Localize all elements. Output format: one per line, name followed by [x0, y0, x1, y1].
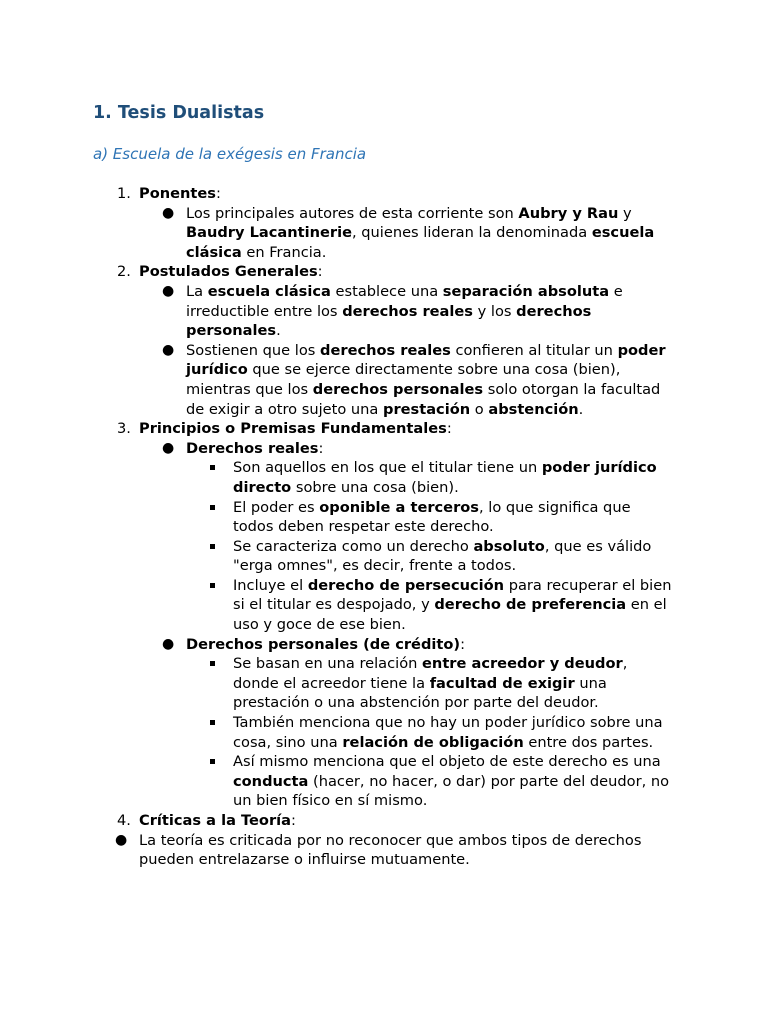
text-run: solo otorgan la facultad de exigir a otro sujeto una [186, 380, 661, 418]
bold-text: prestación [383, 400, 471, 418]
square-bullet-list [186, 458, 673, 634]
bold-text: Baudry Lacantinerie [186, 224, 352, 242]
bold-text: absoluto [473, 537, 545, 555]
square-bullet-item [186, 537, 673, 576]
square-bullet-item [186, 498, 673, 537]
text-run: , que es válido "erga omnes", es decir, frente a todos. [233, 537, 652, 575]
text-run: . [578, 400, 584, 418]
bullet-icon: ● [162, 204, 175, 221]
item-number: 4. [117, 812, 131, 829]
text-run: sobre una cosa (bien). [291, 478, 459, 496]
final-bullet-item [93, 831, 673, 870]
bold-text: facultad de exigir [429, 674, 575, 692]
bullet-icon: ● [162, 282, 175, 299]
bullet-list [139, 204, 673, 263]
bullet-text: La teoría es criticada por no reconocer que ambos tipos de derechos pueden entrelazarse o influirse mutuamente. [139, 831, 642, 869]
bullet-item [139, 341, 673, 419]
item-number: 1. [117, 185, 131, 202]
bullet-text [233, 577, 671, 633]
subsection-heading: Derechos personales (de crédito) [186, 635, 461, 653]
bullet-text [233, 538, 651, 575]
text-run: , lo que significa que todos deben respetar este derecho. [233, 498, 631, 536]
text-run: y los [473, 302, 517, 320]
text-run: entre dos partes. [523, 733, 654, 751]
item-heading: Principios o Premisas Fundamentales [139, 420, 447, 438]
bold-text: Aubry y Rau [518, 204, 619, 222]
bold-text: derechos reales [320, 341, 451, 359]
bullet-list [139, 282, 673, 419]
bold-text: abstención [488, 400, 579, 418]
text-run: confieren al titular un [450, 341, 618, 359]
bullet-list [139, 439, 673, 811]
text-run: para recuperar el bien si el titular es despojado, y [233, 576, 672, 614]
bullet-text [233, 753, 669, 809]
bold-text: derechos personales [312, 380, 484, 398]
text-run: y [618, 204, 632, 222]
text-run: La [186, 282, 208, 300]
bold-text: poder jurídico directo [233, 459, 657, 496]
bold-text: poder jurídico [186, 341, 666, 379]
square-bullet-icon [210, 505, 215, 510]
document-body [93, 184, 673, 870]
bullet-text [186, 283, 623, 339]
bullet-text [186, 342, 666, 418]
bold-text: relación de obligación [342, 733, 524, 751]
bullet-text [186, 205, 654, 261]
bold-text: entre acreedor y deudor [422, 655, 623, 673]
bold-text: escuela clásica [186, 224, 655, 261]
text-run: en Francia. [241, 243, 327, 261]
square-bullet-item [186, 713, 673, 752]
bullet-icon: ● [162, 341, 175, 358]
square-bullet-icon [210, 661, 215, 666]
text-run: (hacer, no hacer, o dar) por parte del deudor, no un bien físico en sí mismo. [233, 772, 670, 810]
square-bullet-icon [210, 465, 215, 470]
text-run: una prestación o una abstención por parte del deudor. [233, 674, 607, 712]
bullet-item [139, 282, 673, 341]
item-heading: Ponentes [139, 185, 216, 202]
square-bullet-item [186, 654, 673, 713]
numbered-list [93, 184, 673, 831]
page-title: 1. Tesis Dualistas [93, 103, 265, 123]
text-run: . [276, 322, 281, 340]
bullet-text [233, 714, 663, 751]
bullet-icon: ● [115, 831, 128, 848]
text-run: Incluye el [233, 576, 308, 594]
text-run: También menciona que no hay un poder jurídico sobre una cosa, sino una [233, 714, 663, 751]
section-subtitle: a) Escuela de la exégesis en Francia [93, 145, 367, 163]
item-number: 2. [117, 263, 131, 281]
list-item-ponentes: 1. Ponentes: ● Los principales autores de esta corriente son Aubry y Rau y Baudry Lacantinerie, quienes lideran la denominada escuela clásica en Francia. [93, 184, 673, 262]
bullet-item [139, 204, 673, 263]
item-heading: Críticas a la Teoría [139, 812, 292, 829]
subsection-heading: Derechos reales [186, 439, 319, 457]
bold-text: derechos personales [186, 302, 592, 340]
square-bullet-icon [210, 583, 215, 588]
bold-text: derecho de persecución [307, 576, 505, 594]
text-run: Sostienen que los [186, 341, 321, 359]
text-run: Se basan en una relación [233, 655, 423, 673]
text-run: que se ejerce directamente sobre una cosa (bien), mientras que los [186, 361, 621, 398]
square-bullet-icon [210, 720, 215, 725]
list-item-criticas: 4. Críticas a la Teoría: [117, 812, 296, 829]
bullet-icon: ● [162, 439, 175, 456]
bullet-icon: ● [162, 635, 175, 652]
bullet-text [233, 459, 657, 496]
text-run: e irreductible entre los [186, 282, 623, 320]
bullet-text [233, 655, 627, 711]
text-run: Se caracteriza como un derecho [233, 537, 474, 555]
text-run: o [470, 400, 489, 418]
square-bullet-item [186, 752, 673, 811]
bold-text: conducta [233, 772, 309, 790]
text-run: , quienes lideran la denominada [352, 224, 592, 242]
bullet-item-derechos-reales: ● Derechos reales: Son aquellos en los que el titular tiene un poder jurídico directo sobre una cosa (bien). El poder es oponible a terceros, lo que significa que todos deben respetar este derecho. Se caracteriza como un derecho absoluto, que es válido "erga omnes", es decir, frente a todos. Incluye el derecho de persecución para recuperar el bien si el titular es despojado, y derecho de preferencia en el uso y goce de ese bien. [162, 439, 672, 634]
square-bullet-icon [210, 759, 215, 764]
square-bullet-icon [210, 544, 215, 549]
bullet-item-derechos-personales: ● Derechos personales (de crédito): Se basan en una relación entre acreedor y deudor, donde el acreedor tiene la facultad de exigir una prestación o una abstención por parte del deudor. También menciona que no hay un poder jurídico sobre una cosa, sino una relación de obligación entre dos partes. Así mismo menciona que el objeto de este derecho es una conducta (hacer, no hacer, o dar) por parte del deudor, no un bien físico en sí mismo. [139, 635, 673, 811]
item-number: 3. [117, 420, 131, 438]
item-heading: Postulados Generales [139, 263, 318, 281]
square-bullet-item [186, 576, 673, 635]
bold-text: escuela clásica [207, 282, 331, 300]
text-run: establece una [330, 282, 443, 300]
bold-text: oponible a terceros [319, 498, 479, 516]
text-run: El poder es [233, 498, 320, 516]
text-run: en el uso y goce de ese bien. [233, 596, 667, 634]
square-bullet-item [186, 458, 673, 497]
text-run: , donde el acreedor tiene la [233, 655, 628, 692]
square-bullet-list [186, 654, 673, 811]
text-run: Así mismo menciona que el objeto de este derecho es una [233, 753, 661, 771]
bold-text: derecho de preferencia [434, 596, 627, 614]
bold-text: separación absoluta [442, 282, 610, 300]
list-item-principios: 3. Principios o Premisas Fundamentales: ● Derechos reales: Son aquellos en los que el titular tiene un poder jurídico directo sobre una cosa (bien). El poder es oponible a terceros, lo que significa que todos deben respetar este derecho. Se caracteriza como un derecho absoluto, que es válido "erga omnes", es decir, frente a todos. Incluye el derecho de persecución para recuperar el bien si el titular es despojado, y derecho de preferencia en el uso y goce de ese bien. ● Derechos personales (de crédito): Se basan en una relación entre acreedor y deudor, donde el acreedor tiene la facultad de exigir una prestación o una abstención por parte del deudor. También menciona que no hay un poder jurídico sobre una cosa, sino una relación de obligación entre dos partes. Así mismo menciona que el objeto de este derecho es una conducta (hacer, no hacer, o dar) por parte del deudor, no un bien físico en sí mismo. [117, 420, 672, 810]
bullet-text [233, 499, 631, 536]
bold-text: derechos reales [342, 302, 473, 320]
text-run: Son aquellos en los que el titular tiene un [233, 459, 542, 477]
text-run: Los principales autores de esta corriente son [186, 204, 519, 222]
list-item-postulados: 2. Postulados Generales: ● La escuela clásica establece una separación absoluta e irreductible entre los derechos reales y los derechos personales. ● Sostienen que los derechos reales confieren al titular un poder jurídico que se ejerce directamente sobre una cosa (bien), mientras que los derechos personales solo otorgan la facultad de exigir a otro sujeto una prestación o abstención. [93, 262, 673, 419]
